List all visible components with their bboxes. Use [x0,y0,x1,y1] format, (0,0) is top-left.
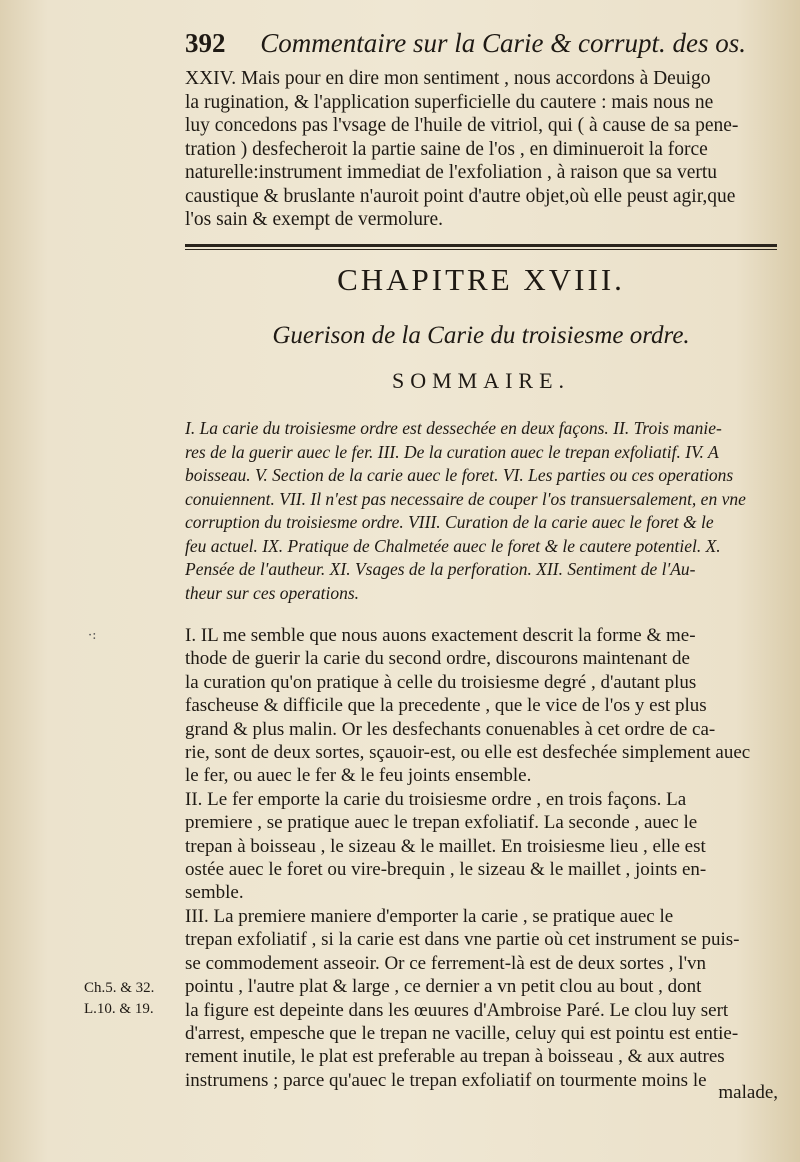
margin-note: Ch.5. & 32. [84,980,155,996]
chapter-title: CHAPITRE XVIII. [337,262,625,297]
margin-note: L.10. & 19. [84,1001,154,1017]
body-line: la curation qu'on pratique à celle du troisiesme degré , d'autant plus [185,671,697,693]
catchword: malade, [718,1082,778,1103]
body-line: thode de guerir la carie du second ordre, discourons maintenant de [185,648,690,670]
body-line: III. La premiere maniere d'emporter la carie , se pratique auec le [185,905,674,927]
body-line: se commodement asseoir. Or ce ferrement-là est de deux sortes , l'vn [185,952,706,974]
body-line: II. Le fer emporte la carie du troisiesme ordre , en trois façons. La [185,788,687,810]
summary-line: feu actuel. IX. Pratique de Chalmetée auec le foret & le cautere potentiel. X. [185,535,721,556]
body-line: fascheuse & difficile que la precedente , que le vice de l'os y est plus [185,695,707,717]
body-line: le fer, ou auec le fer & le feu joints ensemble. [185,765,532,787]
text-line: XXIV. Mais pour en dire mon sentiment , nous accordons à Deuigo [185,68,711,89]
summary-paragraph [185,417,780,605]
text-line: caustique & bruslante n'auroit point d'autre objet,où elle peust agir,que [185,185,736,207]
running-title: Commentaire sur la Carie & corrupt. des os. [260,28,746,58]
summary-line: corruption du troisiesme ordre. VIII. Curation de la carie auec le foret & le [185,512,714,532]
text-line: luy concedons pas l'vsage de l'huile de vitriol, qui ( à cause de sa pene- [185,115,739,136]
text-line: la rugination, & l'application superficielle du cautere : mais nous ne [185,91,714,113]
sommaire-heading: SOMMAIRE. [391,368,571,393]
body-line: pointu , l'autre plat & large , ce dernier a vn petit clou au bout , dont [185,976,702,998]
body-line: la figure est depeinte dans les œuures d'Ambroise Paré. Le clou luy sert [185,999,729,1021]
summary-line: res de la guerir auec le fer. III. De la curation auec le trepan exfoliatif. IV. A [185,441,719,462]
body-line: ostée auec le foret ou vire-brequin , le sizeau & le maillet , joints en- [185,859,707,881]
intro-paragraph [185,67,780,232]
chapter-subtitle: Guerison de la Carie du troisiesme ordre. [272,322,690,349]
ornamental-rule [185,244,777,250]
page-number: 392 [185,28,226,58]
body-line: I. IL me semble que nous auons exactement descrit la forme & me- [185,625,696,646]
body-line: semble. [185,882,244,904]
summary-line: Pensée de l'autheur. XI. Vsages de la perforation. XII. Sentiment de l'Au- [185,559,696,579]
summary-line: conuiennent. VII. Il n'est pas necessaire de couper l'os transuersalement, en vne [185,488,746,509]
text-line: tration ) desfecheroit la partie saine de l'os , en diminueroit la force [185,138,708,160]
text-line: l'os sain & exempt de vermolure. [185,209,444,230]
text-line: naturelle:instrument immediat de l'exfoliation , à raison que sa vertu [185,162,718,183]
body-line: premiere , se pratique auec le trepan exfoliatif. La seconde , auec le [185,812,698,834]
summary-line: I. La carie du troisiesme ordre est dessechée en deux façons. II. Trois manie- [185,418,722,438]
summary-line: theur sur ces operations. [185,582,360,603]
summary-line: boisseau. V. Section de la carie auec le foret. VI. Les parties ou ces operations [185,465,734,485]
marginal-marks: ·: [88,628,97,643]
body-line: instrumens ; parce qu'auec le trepan exfoliatif on tourmente moins le [185,1069,707,1091]
body-line: d'arrest, empesche que le trepan ne vacille, celuy qui est pointu est entie- [185,1022,739,1044]
body-line: grand & plus malin. Or les desfechants conuenables à cet ordre de ca- [185,718,716,740]
body-text [185,624,780,1092]
body-line: rie, sont de deux sortes, sçauoir-est, ou elle est desfechée simplement auec [185,742,751,764]
body-line: rement inutile, le plat est preferable au trepan à boisseau , & aux autres [185,1046,725,1068]
page-header [185,28,745,59]
body-line: trepan à boisseau , le sizeau & le maillet. En troisiesme lieu , elle est [185,835,706,857]
body-line: trepan exfoliatif , si la carie est dans vne partie où cet instrument se puis- [185,929,740,951]
